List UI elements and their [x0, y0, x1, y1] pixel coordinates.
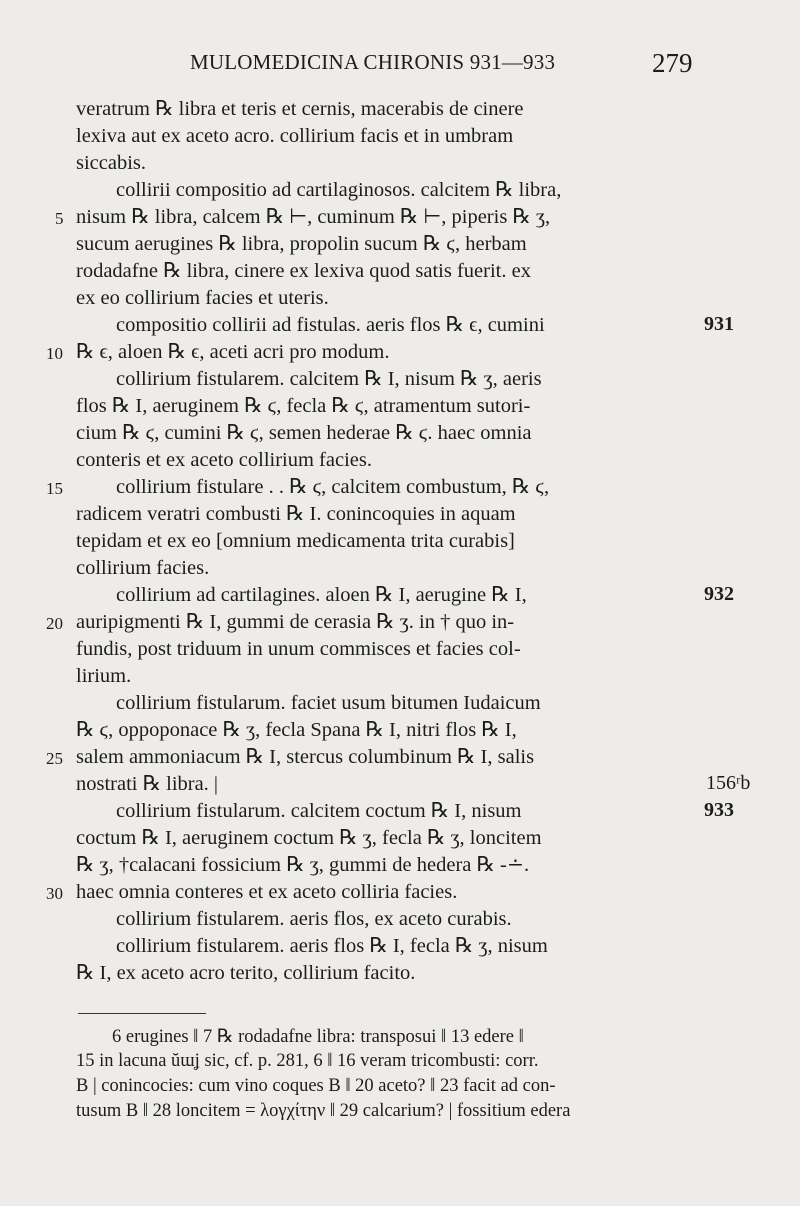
line-number: 10	[46, 344, 63, 363]
text-line: siccabis.	[76, 152, 147, 174]
running-title: MULOMEDICINA CHIRONIS 931—933	[190, 50, 556, 74]
text-line: fundis, post triduum in unum commisces et facies col-	[76, 638, 521, 660]
text-line: radicem veratri combusti ℞ I. conincoquies in aquam	[76, 503, 516, 525]
text-line: auripigmenti ℞ I, gummi de cerasia ℞ ʒ. in † quo in-	[76, 611, 515, 633]
text-line: ℞ I, ex aceto acro terito, collirium facito.	[76, 962, 416, 984]
margin-section-number: 156ʳb	[706, 772, 751, 794]
page-number: 279	[652, 48, 693, 78]
text-line: collirii compositio ad cartilaginosos. calcitem ℞ libra,	[116, 179, 562, 201]
text-line: collirium fistulare . . ℞ ϛ, calcitem combustum, ℞ ϛ,	[116, 476, 550, 498]
footnote-rule	[78, 1013, 206, 1014]
margin-section-number: 931	[704, 313, 734, 335]
line-number: 15	[46, 479, 63, 498]
text-line: veratrum ℞ libra et teris et cernis, macerabis de cinere	[76, 98, 524, 120]
text-line: lexiva aut ex aceto acro. collirium facis et in umbram	[76, 125, 514, 147]
line-number: 5	[55, 209, 64, 228]
text-line: haec omnia conteres et ex aceto colliria facies.	[76, 881, 458, 903]
footnote-line: 6 erugines ‖ 7 ℞ rodadafne libra: transposui ‖ 13 edere ‖	[112, 1027, 524, 1047]
margin-section-number: 932	[704, 583, 734, 605]
line-number: 20	[46, 614, 63, 633]
text-line: sucum aerugines ℞ libra, propolin sucum ℞ ϛ, herbam	[76, 233, 527, 255]
text-line: ex eo collirium facies et uteris.	[76, 287, 329, 309]
text-line: flos ℞ I, aeruginem ℞ ϛ, fecla ℞ ϛ, atramentum sutori-	[76, 395, 531, 417]
text-line: cium ℞ ϛ, cumini ℞ ϛ, semen hederae ℞ ϛ. haec omnia	[76, 422, 532, 444]
line-number: 30	[46, 884, 63, 903]
text-line: ℞ ϵ, aloen ℞ ϵ, aceti acri pro modum.	[76, 341, 390, 363]
text-line: compositio collirii ad fistulas. aeris flos ℞ ϵ, cumini	[116, 314, 545, 336]
text-line: collirium fistularem. aeris flos, ex aceto curabis.	[116, 908, 512, 930]
text-line: collirium ad cartilagines. aloen ℞ I, aerugine ℞ I,	[116, 584, 527, 606]
text-line: collirium fistularum. calcitem coctum ℞ I, nisum	[116, 800, 522, 822]
text-line: conteris et ex aceto collirium facies.	[76, 449, 372, 471]
text-line: coctum ℞ I, aeruginem coctum ℞ ʒ, fecla ℞ ʒ, loncitem	[76, 827, 542, 849]
running-header	[0, 50, 800, 86]
margin-section-number: 933	[704, 799, 734, 821]
footnote-line: tusum B ‖ 28 loncitem = λογχίτην ‖ 29 calcarium? | fossitium edera	[76, 1101, 571, 1121]
text-line: rodadafne ℞ libra, cinere ex lexiva quod satis fuerit. ex	[76, 260, 531, 282]
text-line: nisum ℞ libra, calcem ℞ ⊢, cuminum ℞ ⊢, piperis ℞ ʒ,	[76, 206, 551, 228]
text-line: collirium fistularem. aeris flos ℞ I, fecla ℞ ʒ, nisum	[116, 935, 548, 957]
text-line: collirium fistularem. calcitem ℞ I, nisum ℞ ʒ, aeris	[116, 368, 542, 390]
text-line: collirium facies.	[76, 557, 210, 579]
text-line: nostrati ℞ libra. |	[76, 773, 219, 795]
footnote-line: 15 in lacuna ŭɯʝ sic, cf. p. 281, 6 ‖ 16 veram tricombusti: corr.	[76, 1051, 539, 1071]
text-line: ℞ ϛ, oppoponace ℞ ʒ, fecla Spana ℞ I, nitri flos ℞ I,	[76, 719, 517, 741]
text-line: lirium.	[76, 665, 132, 687]
text-line: ℞ ʒ, †calacani fossicium ℞ ʒ, gummi de hedera ℞ -∸.	[76, 854, 530, 876]
text-line: salem ammoniacum ℞ I, stercus columbinum ℞ I, salis	[76, 746, 535, 768]
text-line: tepidam et ex eo [omnium medicamenta trita curabis]	[76, 530, 515, 552]
footnote-line: B | conincocies: cum vino coques B ‖ 20 aceto? ‖ 23 facit ad con-	[76, 1076, 556, 1096]
line-number: 25	[46, 749, 63, 768]
text-line: collirium fistularum. faciet usum bitumen Iudaicum	[116, 692, 541, 714]
